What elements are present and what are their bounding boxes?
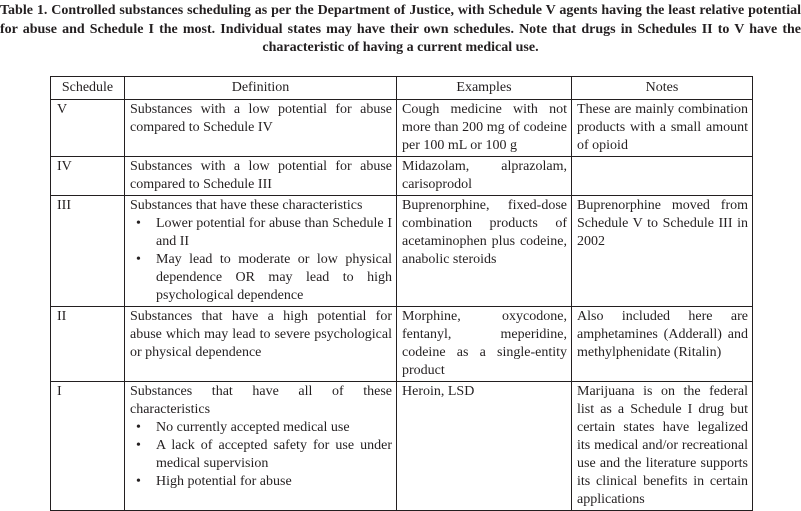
header-schedule: Schedule xyxy=(51,77,125,100)
controlled-substances-table xyxy=(50,76,753,511)
examples-cell: Midazolam, alprazolam, carisoprodol xyxy=(397,157,572,196)
table-row xyxy=(51,100,753,157)
table-caption: Table 1. Controlled substances scheduling as per the Department of Justice, with Schedule V agents having the least relative potential for abuse and Schedule I the most. Individual states may have their own schedules. Note that drugs in Schedules II to V have the characteristic of having a current medical use. xyxy=(0,3,801,55)
header-notes: Notes xyxy=(572,77,753,100)
schedule-cell: III xyxy=(51,196,125,307)
definition-cell xyxy=(125,157,397,196)
schedule-cell: IV xyxy=(51,157,125,196)
examples-cell: Cough medicine with not more than 200 mg of codeine per 100 mL or 100 g xyxy=(397,100,572,157)
schedule-cell: II xyxy=(51,307,125,382)
table-row xyxy=(51,157,753,196)
definition-text: Substances that have a high potential for abuse which may lead to severe psychological or physical dependence xyxy=(130,309,392,360)
definition-cell xyxy=(125,307,397,382)
definition-bullet-list xyxy=(130,419,392,491)
schedule-cell: V xyxy=(51,100,125,157)
definition-text: Substances that have these characteristics xyxy=(130,198,363,213)
notes-cell: Buprenorphine moved from Schedule V to Schedule III in 2002 xyxy=(572,196,753,307)
table-row xyxy=(51,382,753,511)
definition-cell xyxy=(125,382,397,511)
bullet-item: • High potential for abuse xyxy=(156,473,392,491)
definition-text: Substances with a low potential for abuse compared to Schedule IV xyxy=(130,102,392,135)
header-examples: Examples xyxy=(397,77,572,100)
header-definition: Definition xyxy=(125,77,397,100)
notes-cell: Marijuana is on the federal list as a Schedule I drug but certain states have legalized its medical and/or recreational use and the literature supports its clinical benefits in certain applications xyxy=(572,382,753,511)
notes-cell: These are mainly combination products with a small amount of opioid xyxy=(572,100,753,157)
bullet-item: • May lead to moderate or low physical dependence OR may lead to high psychological dependence xyxy=(156,251,392,305)
examples-cell: Heroin, LSD xyxy=(397,382,572,511)
bullet-item: • No currently accepted medical use xyxy=(156,419,392,437)
definition-cell xyxy=(125,100,397,157)
definition-bullet-list xyxy=(130,215,392,305)
bullet-item: • Lower potential for abuse than Schedule I and II xyxy=(156,215,392,251)
definition-text: Substances that have all of these characteristics xyxy=(130,384,392,417)
notes-cell xyxy=(572,157,753,196)
definition-cell xyxy=(125,196,397,307)
table-row xyxy=(51,196,753,307)
definition-text: Substances with a low potential for abuse compared to Schedule III xyxy=(130,159,392,192)
examples-cell: Morphine, oxycodone, fentanyl, meperidine, codeine as a single-entity product xyxy=(397,307,572,382)
notes-cell: Also included here are amphetamines (Adderall) and methylphenidate (Ritalin) xyxy=(572,307,753,382)
table-body xyxy=(51,100,753,511)
schedule-cell: I xyxy=(51,382,125,511)
bullet-item: • A lack of accepted safety for use under medical supervision xyxy=(156,437,392,473)
table-row xyxy=(51,307,753,382)
examples-cell: Buprenorphine, fixed-dose combination products of acetaminophen plus codeine, anabolic steroids xyxy=(397,196,572,307)
table-header-row xyxy=(51,77,753,100)
